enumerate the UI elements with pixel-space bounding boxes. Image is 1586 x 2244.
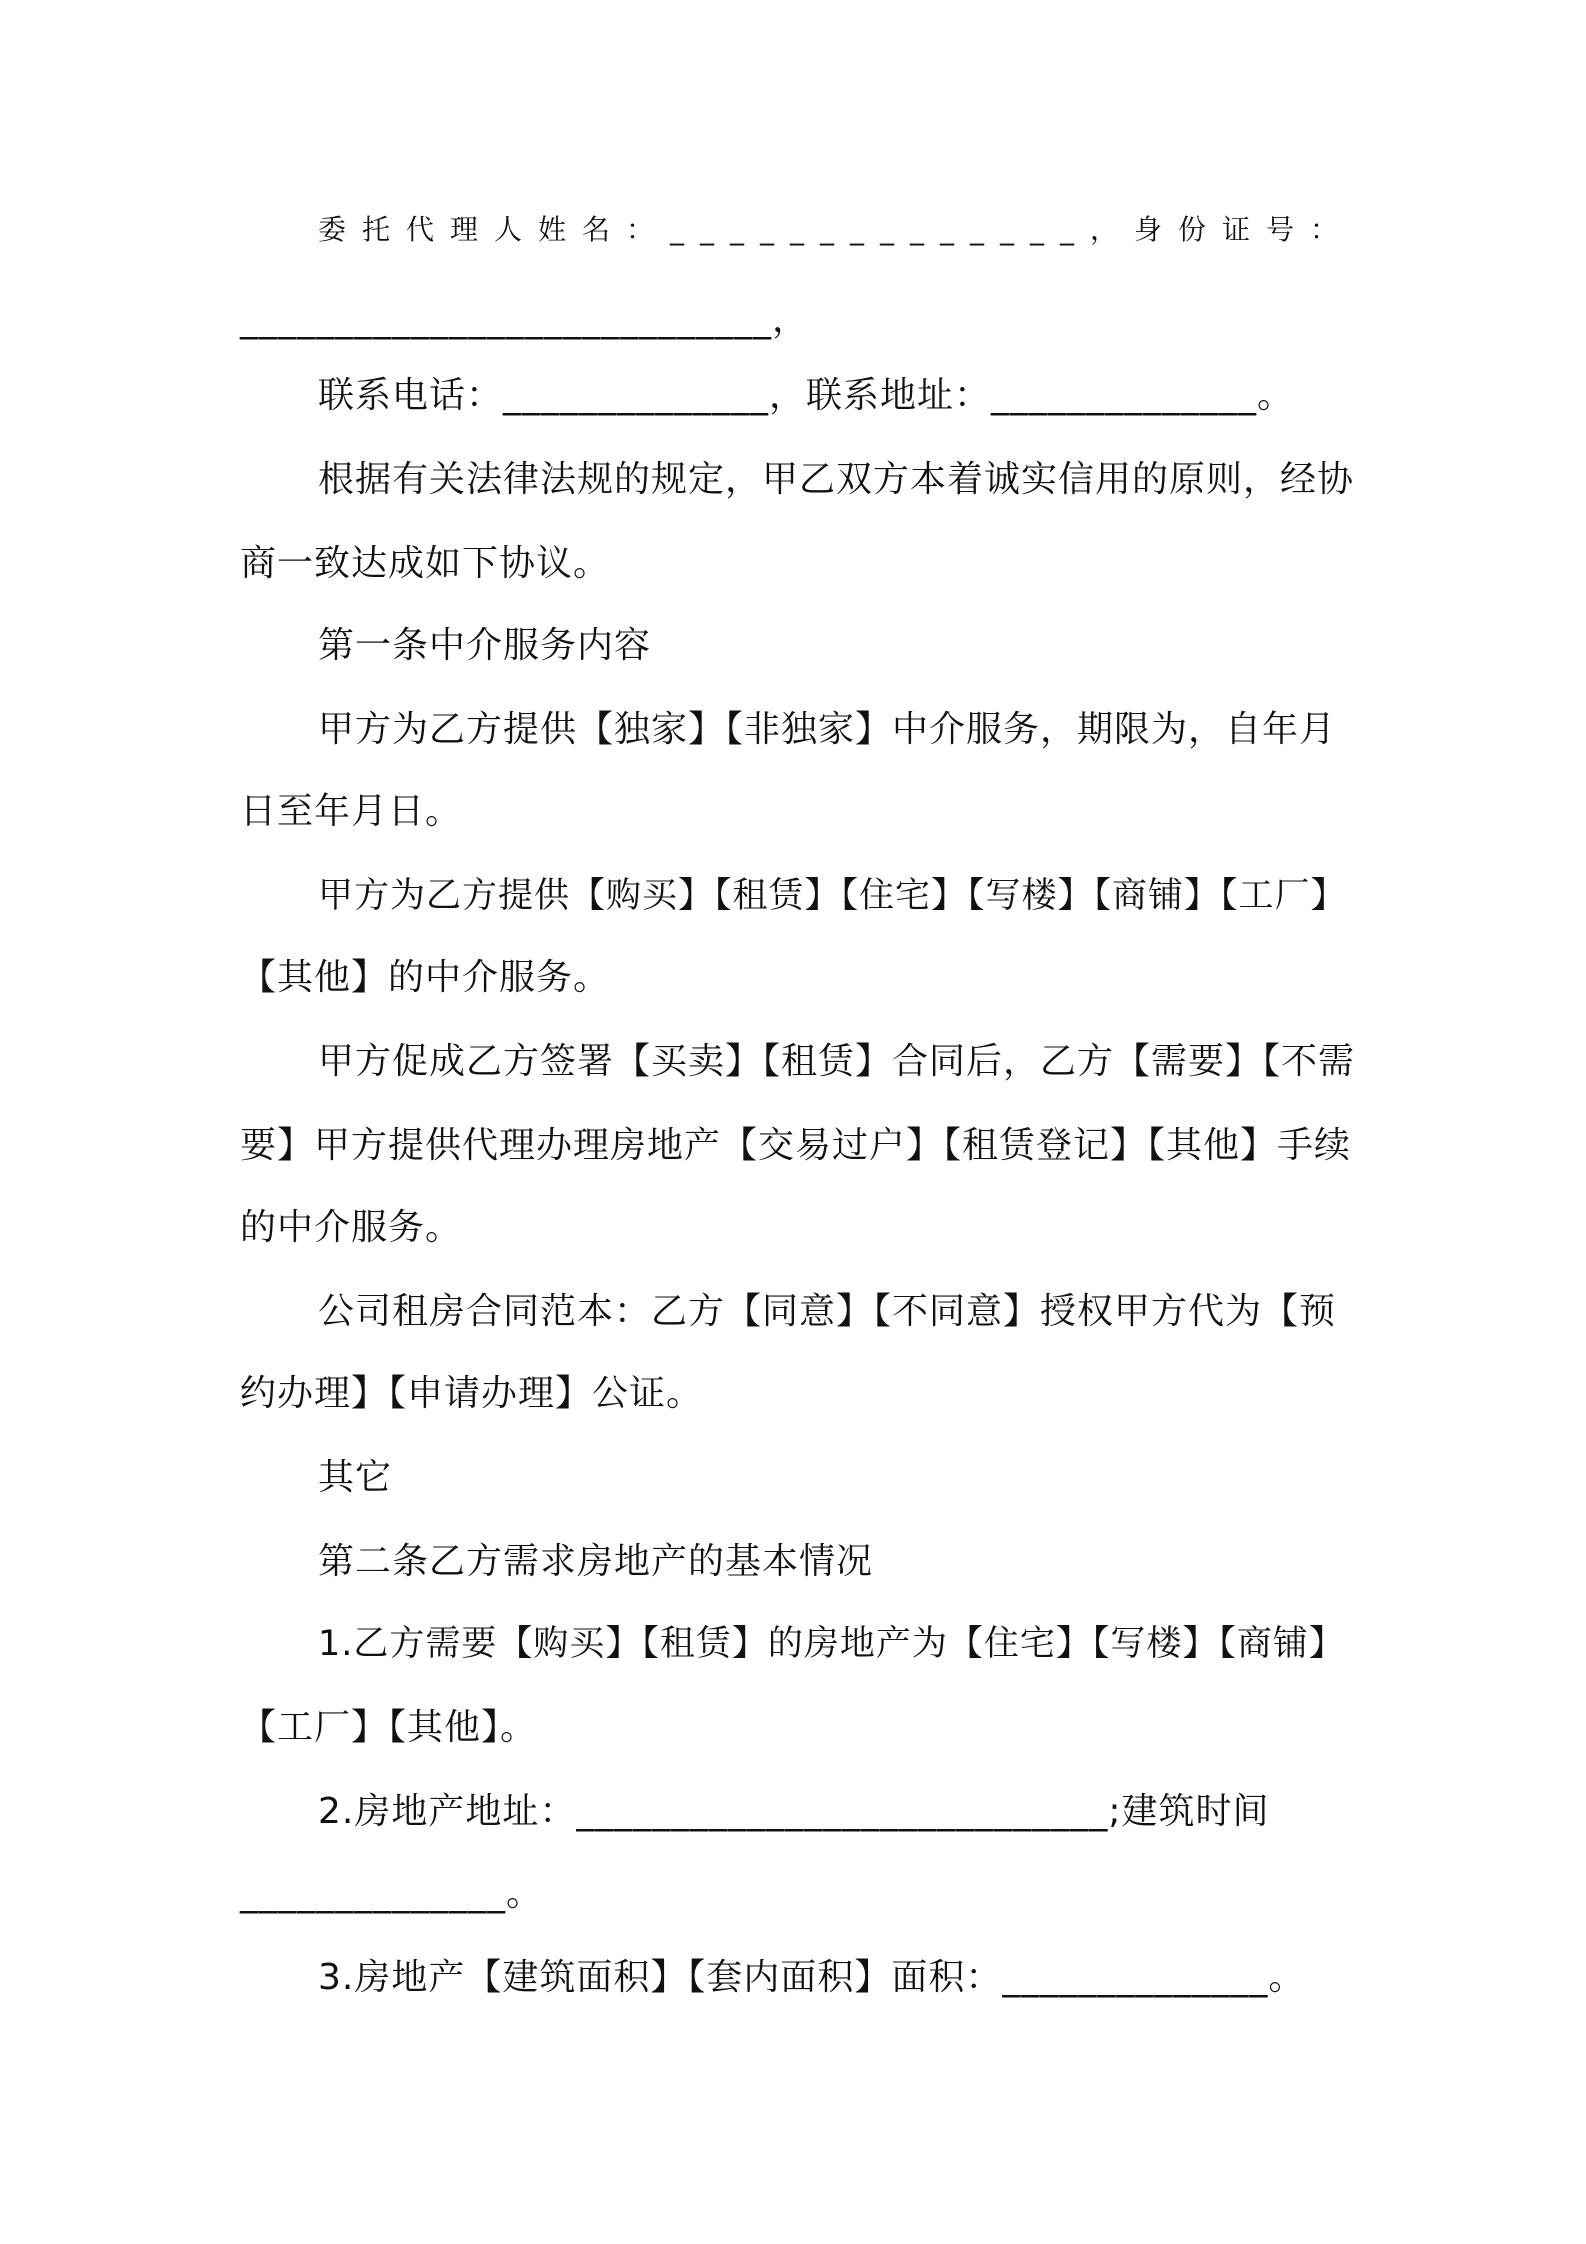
article-2-item-1-line-2: 【工厂】【其他】。 [240,1707,538,1748]
id-number-blank-line: ____________________________， [240,299,809,340]
article-1-para-4-line-1: 公司租房合同范本：乙方【同意】【不同意】授权甲方代为【预 [318,1291,1337,1332]
preamble-line-1: 根据有关法律法规的规定，甲乙双方本着诚实信用的原则，经协 [318,459,1355,500]
article-1-heading: 第一条中介服务内容 [318,625,652,666]
article-2-item-1-line-1: 1.乙方需要【购买】【租赁】的房地产为【住宅】【写楼】【商铺】 [318,1624,1345,1664]
article-2-heading: 第二条乙方需求房地产的基本情况 [318,1541,874,1582]
article-1-para-3-line-2: 要】甲方提供代理办理房地产【交易过户】【租赁登记】【其他】手续 [240,1125,1352,1166]
article-2-item-2-line-2: ______________。 [240,1873,543,1914]
article-2-item-3: 3.房地产【建筑面积】【套内面积】面积：______________。 [318,1957,1306,1998]
phone-address-line: 联系电话：______________，联系地址：______________。 [318,375,1295,416]
article-1-para-3-line-1: 甲方促成乙方签署【买卖】【租赁】合同后，乙方【需要】【不需 [318,1041,1356,1082]
agent-name-id-line: 委托代理人姓名：______________，身份证号： [318,213,1355,246]
article-1-other: 其它 [318,1457,393,1498]
article-1-para-4-line-2: 约办理】【申请办理】公证。 [240,1373,704,1414]
article-1-para-1-line-1: 甲方为乙方提供【独家】【非独家】中介服务，期限为，自年月 [318,709,1337,750]
preamble-line-2: 商一致达成如下协议。 [240,543,611,584]
article-1-para-1-line-2: 日至年月日。 [240,791,463,832]
article-1-para-2-line-2: 【其他】的中介服务。 [240,957,611,998]
article-1-para-2-line-1: 甲方为乙方提供【购买】【租赁】【住宅】【写楼】【商铺】【工厂】 [318,876,1347,916]
article-2-item-2-line-1: 2.房地产地址：____________________________;建筑时间 [318,1791,1270,1832]
article-1-para-3-line-3: 的中介服务。 [240,1207,463,1248]
